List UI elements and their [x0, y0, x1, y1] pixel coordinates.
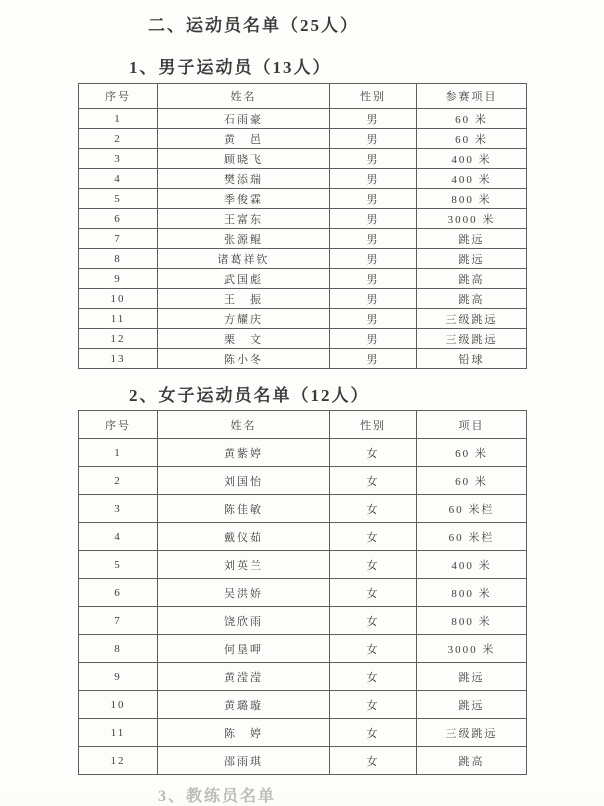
cell-serial: 9 — [79, 663, 158, 691]
table-row — [79, 523, 527, 551]
cell-name: 石雨豪 — [158, 109, 330, 129]
cell-event: 3000 米 — [417, 635, 527, 663]
cell-event: 60 米 — [417, 439, 527, 467]
cell-name: 陈佳敏 — [158, 495, 330, 523]
cell-name: 武国彪 — [158, 269, 330, 289]
cell-name: 张源鲲 — [158, 229, 330, 249]
table-row — [79, 309, 527, 329]
cell-gender: 男 — [330, 249, 417, 269]
women-subtitle: 2、女子运动员名单（12人） — [129, 386, 370, 405]
cell-name: 刘国怡 — [158, 467, 330, 495]
table-row — [79, 109, 527, 129]
cell-name: 栗 文 — [158, 329, 330, 349]
cell-event: 800 米 — [417, 189, 527, 209]
cell-serial: 11 — [79, 719, 158, 747]
table-row — [79, 663, 527, 691]
cell-serial: 6 — [79, 209, 158, 229]
table-row — [79, 349, 527, 369]
cell-serial: 1 — [79, 109, 158, 129]
col-header-event: 项目 — [417, 411, 527, 439]
cell-name: 季俊霖 — [158, 189, 330, 209]
table-row — [79, 209, 527, 229]
cell-name: 黄 邑 — [158, 129, 330, 149]
cell-serial: 13 — [79, 349, 158, 369]
cell-event: 三级跳远 — [417, 329, 527, 349]
cell-event: 400 米 — [417, 551, 527, 579]
cell-gender: 男 — [330, 149, 417, 169]
cell-event: 跳远 — [417, 249, 527, 269]
table-row — [79, 495, 527, 523]
table-row — [79, 329, 527, 349]
cell-event: 铅球 — [417, 349, 527, 369]
cell-name: 刘英兰 — [158, 551, 330, 579]
cell-gender: 男 — [330, 309, 417, 329]
cell-name: 诸葛祥钦 — [158, 249, 330, 269]
cell-gender: 女 — [330, 579, 417, 607]
cell-serial: 12 — [79, 329, 158, 349]
col-header-gender: 性别 — [330, 84, 417, 109]
table-row — [79, 467, 527, 495]
cell-name: 王富东 — [158, 209, 330, 229]
table-row — [79, 607, 527, 635]
table-row — [79, 579, 527, 607]
col-header-serial: 序号 — [79, 84, 158, 109]
cell-gender: 男 — [330, 209, 417, 229]
cell-serial: 8 — [79, 635, 158, 663]
cell-event: 跳远 — [417, 229, 527, 249]
cell-name: 顾晓飞 — [158, 149, 330, 169]
cell-serial: 10 — [79, 289, 158, 309]
cell-serial: 4 — [79, 169, 158, 189]
cell-gender: 女 — [330, 635, 417, 663]
table-row — [79, 149, 527, 169]
cell-gender: 女 — [330, 663, 417, 691]
men-roster-table — [78, 83, 527, 369]
cell-serial: 10 — [79, 691, 158, 719]
cell-serial: 2 — [79, 129, 158, 149]
table-row — [79, 719, 527, 747]
cell-gender: 女 — [330, 523, 417, 551]
cell-serial: 9 — [79, 269, 158, 289]
cell-gender: 女 — [330, 551, 417, 579]
cell-gender: 男 — [330, 349, 417, 369]
cell-serial: 11 — [79, 309, 158, 329]
col-header-event: 参赛项目 — [417, 84, 527, 109]
cell-event: 60 米 — [417, 467, 527, 495]
cell-gender: 女 — [330, 719, 417, 747]
cell-gender: 男 — [330, 269, 417, 289]
cell-event: 三级跳远 — [417, 309, 527, 329]
cell-serial: 5 — [79, 551, 158, 579]
cell-event: 跳高 — [417, 747, 527, 775]
table-row — [79, 691, 527, 719]
cell-name: 陈 婷 — [158, 719, 330, 747]
next-section-cutoff-text: 3、教练员名单 — [158, 788, 277, 805]
cell-gender: 男 — [330, 169, 417, 189]
table-row — [79, 439, 527, 467]
cell-name: 樊添瑞 — [158, 169, 330, 189]
cell-serial: 3 — [79, 495, 158, 523]
cell-serial: 6 — [79, 579, 158, 607]
cell-gender: 女 — [330, 747, 417, 775]
cell-event: 跳高 — [417, 289, 527, 309]
table-row — [79, 747, 527, 775]
table-row — [79, 635, 527, 663]
cell-gender: 女 — [330, 495, 417, 523]
women-roster-table — [78, 410, 527, 775]
cell-event: 60 米 — [417, 129, 527, 149]
cell-event: 400 米 — [417, 149, 527, 169]
cell-name: 黄滢滢 — [158, 663, 330, 691]
table-header-row — [79, 84, 527, 109]
table-header-row — [79, 411, 527, 439]
cell-event: 三级跳远 — [417, 719, 527, 747]
cell-serial: 8 — [79, 249, 158, 269]
table-row — [79, 189, 527, 209]
cell-gender: 女 — [330, 467, 417, 495]
cell-name: 邵雨琪 — [158, 747, 330, 775]
cell-gender: 男 — [330, 329, 417, 349]
cell-event: 跳高 — [417, 269, 527, 289]
table-row — [79, 229, 527, 249]
col-header-gender: 性别 — [330, 411, 417, 439]
table-row — [79, 129, 527, 149]
col-header-serial: 序号 — [79, 411, 158, 439]
cell-name: 吴洪娇 — [158, 579, 330, 607]
cell-event: 3000 米 — [417, 209, 527, 229]
cell-serial: 7 — [79, 607, 158, 635]
cell-event: 跳远 — [417, 663, 527, 691]
cell-event: 60 米栏 — [417, 523, 527, 551]
cell-name: 何垦呷 — [158, 635, 330, 663]
cell-name: 方耀庆 — [158, 309, 330, 329]
table-row — [79, 169, 527, 189]
cell-serial: 4 — [79, 523, 158, 551]
cell-name: 黄紫婷 — [158, 439, 330, 467]
cell-gender: 女 — [330, 691, 417, 719]
men-subtitle: 1、男子运动员（13人） — [129, 58, 332, 77]
cell-event: 60 米 — [417, 109, 527, 129]
cell-event: 800 米 — [417, 579, 527, 607]
cell-gender: 女 — [330, 607, 417, 635]
cell-event: 跳远 — [417, 691, 527, 719]
cell-name: 戴仪茹 — [158, 523, 330, 551]
cell-gender: 男 — [330, 229, 417, 249]
cell-gender: 男 — [330, 289, 417, 309]
col-header-name: 姓名 — [158, 411, 330, 439]
cell-event: 400 米 — [417, 169, 527, 189]
cell-serial: 12 — [79, 747, 158, 775]
cell-gender: 女 — [330, 439, 417, 467]
cell-event: 60 米栏 — [417, 495, 527, 523]
cell-gender: 男 — [330, 109, 417, 129]
cell-serial: 7 — [79, 229, 158, 249]
cell-serial: 5 — [79, 189, 158, 209]
cell-name: 黄璐璇 — [158, 691, 330, 719]
table-row — [79, 249, 527, 269]
col-header-name: 姓名 — [158, 84, 330, 109]
cell-event: 800 米 — [417, 607, 527, 635]
cell-serial: 3 — [79, 149, 158, 169]
cell-gender: 男 — [330, 189, 417, 209]
cell-name: 饶欣雨 — [158, 607, 330, 635]
cell-serial: 2 — [79, 467, 158, 495]
cell-name: 王 振 — [158, 289, 330, 309]
section-title: 二、运动员名单（25人） — [148, 16, 359, 35]
table-row — [79, 289, 527, 309]
table-row — [79, 269, 527, 289]
cell-serial: 1 — [79, 439, 158, 467]
table-row — [79, 551, 527, 579]
cell-gender: 男 — [330, 129, 417, 149]
cell-name: 陈小冬 — [158, 349, 330, 369]
